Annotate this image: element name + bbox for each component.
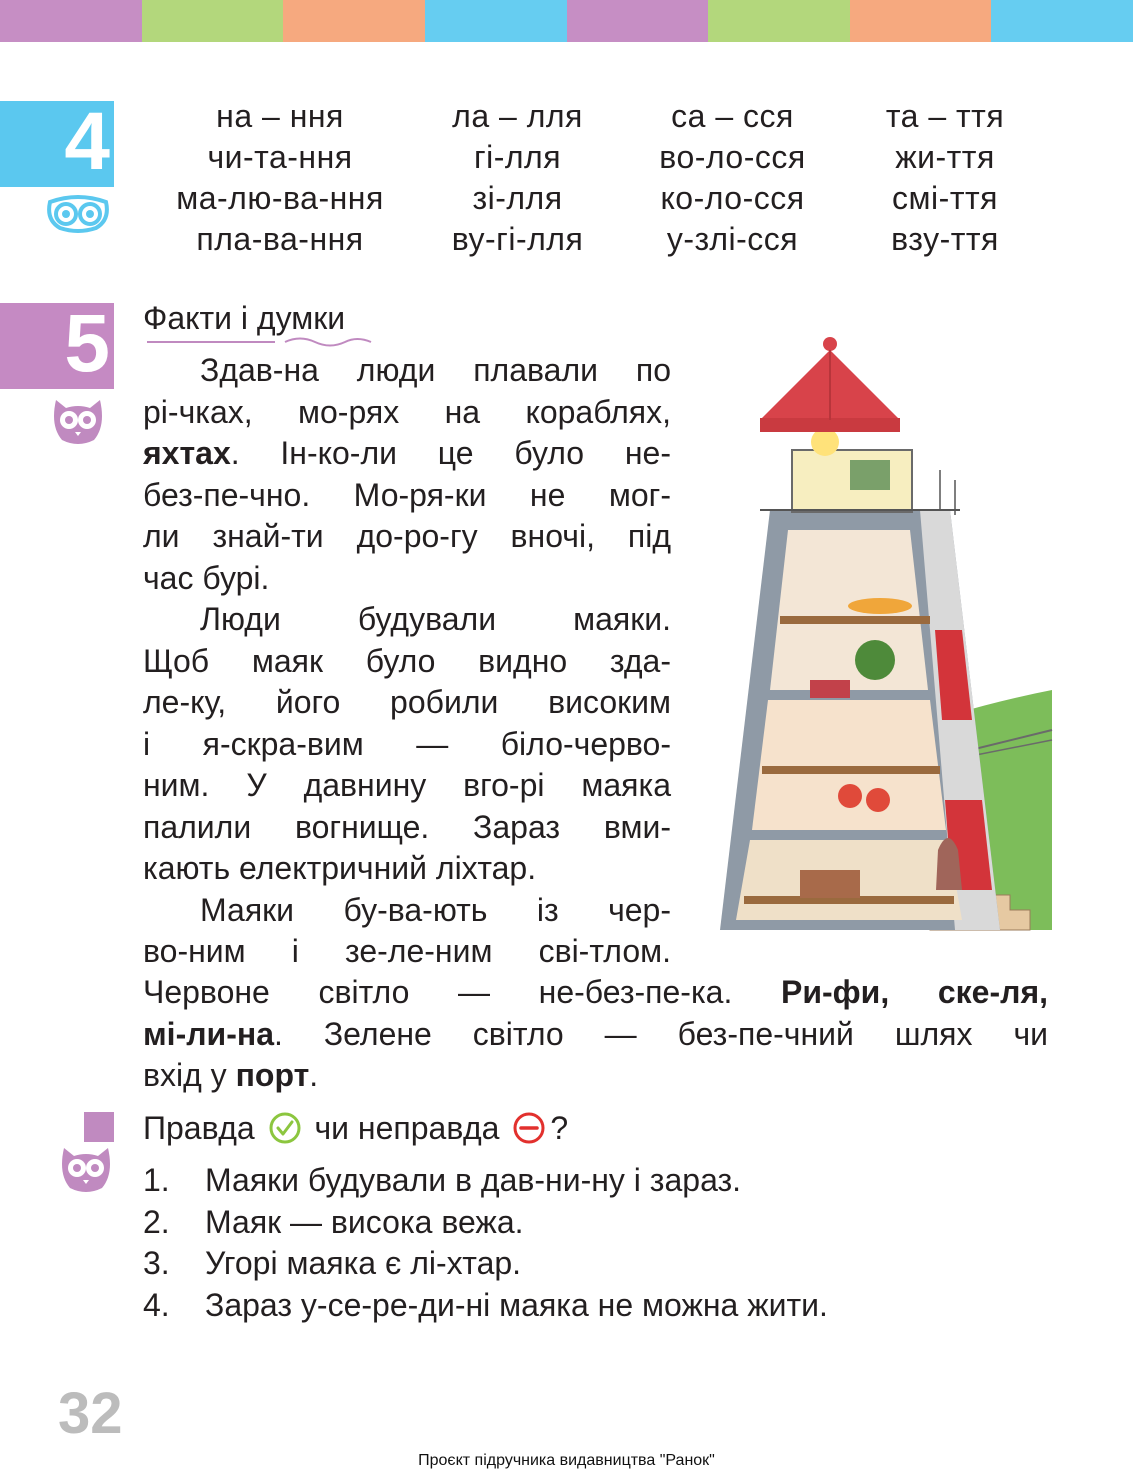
text-line: Люди будували маяки.	[200, 601, 671, 637]
table-cell: на – ння	[216, 98, 344, 134]
table-cell: чи-та-ння	[207, 139, 353, 175]
table-cell: ма-лю-ва-ння	[176, 180, 384, 216]
table-row	[150, 137, 1050, 178]
item-text: Угорі маяка є лі-хтар.	[205, 1245, 522, 1281]
bold-term: порт	[235, 1057, 310, 1093]
item-number: 3.	[143, 1245, 170, 1281]
table-row	[150, 178, 1050, 219]
owl-icon	[50, 396, 106, 446]
table-cell: у-злі-сся	[666, 221, 799, 257]
text-line: без-пе-чно. Мо-ря-ки не мог-	[143, 476, 671, 513]
text-line: ли знай-ти до-ро-гу вночі, під	[143, 518, 671, 554]
text-line: Здав-на люди плавали по	[200, 352, 671, 388]
exercise-5-badge	[0, 298, 114, 389]
table-row	[150, 219, 1050, 260]
text-line: рі-чках, мо-рях на кораблях,	[143, 393, 671, 430]
table-cell: ву-гі-лля	[451, 221, 584, 257]
text-line: вхід у порт.	[143, 1057, 319, 1093]
table-row	[150, 96, 1050, 137]
item-text: Маяк — висока вежа.	[205, 1203, 524, 1240]
table-cell: смі-ття	[892, 180, 998, 216]
table-cell: са – сся	[671, 98, 794, 134]
text-line: во-ним і зе-ле-ним сві-тлом.	[143, 933, 671, 969]
wavy-underline	[145, 335, 375, 349]
color-stripe	[0, 0, 142, 42]
table-cell: во-ло-сся	[659, 139, 806, 175]
syllable-table	[150, 96, 1050, 260]
bold-term: мі-ли-на	[143, 1015, 274, 1052]
top-color-bar	[0, 0, 1133, 42]
table-cell: жи-ття	[895, 139, 995, 175]
exercise-4-badge	[0, 96, 114, 187]
text-line: час бурі.	[143, 559, 270, 596]
list-item	[143, 1202, 828, 1244]
publisher-footer: Проєкт підручника видавництва "Ранок"	[418, 1452, 715, 1469]
owl-icon	[58, 1144, 114, 1194]
table-cell: зі-лля	[472, 180, 563, 216]
exercise-number: 4	[64, 96, 110, 187]
text-line: кають електричний ліхтар.	[143, 850, 537, 886]
color-stripe	[425, 0, 567, 42]
text-line: ле-ку, його робили високим	[143, 684, 671, 720]
false-minus-icon	[512, 1111, 546, 1145]
owl-eyes-icon	[44, 194, 112, 234]
color-stripe	[991, 0, 1133, 42]
task-question	[143, 1106, 568, 1150]
table-cell: ко-ло-сся	[660, 180, 805, 216]
text-line: Маяки бу-ва-ють із чер-	[200, 891, 671, 928]
color-stripe	[283, 0, 425, 42]
text-line: ним. У давнину вго-рі маяка	[143, 767, 671, 803]
text-line: Червоне світло — не-без-пе-ка. Ри-фи, ске-ля,	[143, 974, 1048, 1010]
item-number: 1.	[143, 1162, 170, 1198]
item-text: Зараз у-се-ре-ди-ні маяка не можна жити.	[205, 1286, 828, 1323]
item-text: Маяки будували в дав-ни-ну і зараз.	[205, 1162, 742, 1198]
text-line: палили вогнище. Зараз вми-	[143, 808, 671, 845]
color-stripe	[567, 0, 709, 42]
true-check-icon	[268, 1111, 302, 1145]
page-number: 32	[58, 1381, 123, 1446]
story-text	[143, 350, 671, 973]
exercise-number: 5	[64, 298, 110, 389]
table-cell: ла – лля	[452, 98, 583, 134]
list-item	[143, 1160, 828, 1202]
color-stripe	[708, 0, 850, 42]
task-square-marker	[84, 1112, 114, 1142]
table-cell: гі-лля	[473, 139, 562, 175]
lighthouse-illustration	[700, 330, 1055, 940]
question-text: Правда	[143, 1110, 255, 1146]
color-stripe	[850, 0, 992, 42]
table-cell: та – ття	[885, 98, 1005, 134]
text-line: Щоб маяк було видно зда-	[143, 642, 671, 679]
statement-list	[143, 1160, 828, 1326]
item-number: 4.	[143, 1286, 170, 1323]
item-number: 2.	[143, 1203, 170, 1240]
list-item	[143, 1243, 828, 1285]
table-cell: взу-ття	[891, 221, 999, 257]
bold-term: Ри-фи, ске-ля,	[780, 974, 1048, 1010]
text-line: мі-ли-на. Зелене світло — без-пе-чний шлях чи	[143, 1015, 1048, 1052]
story-text-wide	[143, 972, 1048, 1097]
list-item	[143, 1285, 828, 1327]
question-mark: ?	[550, 1110, 569, 1146]
question-text: чи неправда	[314, 1110, 500, 1146]
text-line: і я-скра-вим — біло-черво-	[143, 725, 671, 762]
section-heading: Факти і думки	[143, 300, 346, 336]
color-stripe	[142, 0, 284, 42]
table-cell: пла-ва-ння	[196, 221, 364, 257]
bold-term: яхтах	[143, 435, 231, 471]
text-line: яхтах. Ін-ко-ли це було не-	[143, 435, 671, 471]
